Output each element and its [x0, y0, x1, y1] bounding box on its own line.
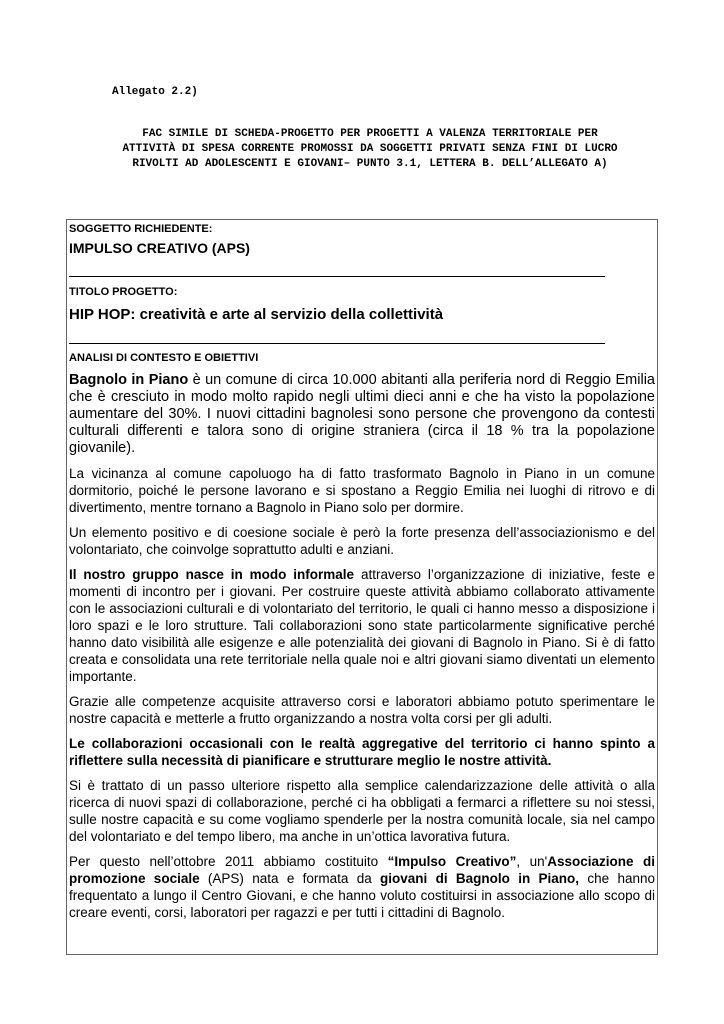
paragraph-text: (APS) nata e formata da	[199, 871, 381, 886]
context-analysis-text	[69, 372, 655, 929]
header-line-2: ATTIVITÀ DI SPESA CORRENTE PROMOSSI DA SOGGETTI PRIVATI SENZA FINI DI LUCRO	[122, 143, 618, 155]
paragraph-1	[69, 372, 655, 457]
annex-label: Allegato 2.2)	[112, 86, 198, 98]
paragraph-text: La vicinanza al comune capoluogo ha di fatto trasformato Bagnolo in Piano in un comune dormitorio, poiché le persone lavorano e si spostano a Reggio Emilia nei luoghi di ritrovo e di divertimento, mentre tornano a Bagnolo in Piano solo per dormire.	[69, 466, 655, 515]
paragraph-text: , un'	[516, 854, 548, 869]
paragraph-3	[69, 524, 655, 558]
paragraph-bold: “Impulso Creativo”	[387, 854, 517, 869]
paragraph-8	[69, 853, 655, 921]
project-title-underline	[69, 343, 605, 344]
applicant-underline	[69, 276, 605, 277]
paragraph-text: Un elemento positivo e di coesione sociale è però la forte presenza dell’associazionismo e del volontariato, che coinvolge soprattutto adulti e anziani.	[69, 525, 655, 557]
paragraph-text: attraverso l’organizzazione di iniziative, feste e momenti di incontro per i giovani. Per costruire queste attività abbiamo collaborato attivamente con le associazioni culturali e di volontariato del territorio, le quali ci hanno messo a disposizione i loro spazi e le loro strutture. Tali collaborazioni sono state particolarmente significative perché hanno dato visibilità alle esigenze e alle potenzialità dei giovani di Bagnolo in Piano. Si è di fatto creata e consolidata una rete territoriale nella quale noi e altri giovani siamo diventati un elemento importante.	[69, 567, 655, 684]
header-line-1: FAC SIMILE DI SCHEDA-PROGETTO PER PROGETTI A VALENZA TERRITORIALE PER	[142, 128, 598, 140]
paragraph-7	[69, 777, 655, 845]
applicant-value: IMPULSO CREATIVO (APS)	[69, 240, 250, 256]
paragraph-bold: Bagnolo in Piano	[69, 372, 189, 388]
project-title-value: HIP HOP: creatività e arte al servizio della collettività	[69, 306, 444, 323]
context-analysis-label: ANALISI DI CONTESTO E OBIETTIVI	[69, 352, 259, 364]
paragraph-bold: Associazione di promozione sociale	[69, 854, 655, 886]
paragraph-4	[69, 566, 655, 685]
paragraph-bold: giovani di Bagnolo in Piano,	[380, 871, 580, 886]
paragraph-bold: Il nostro gruppo nasce in modo informale	[69, 567, 355, 582]
paragraph-text: Per questo nell’ottobre 2011 abbiamo costituito	[69, 854, 388, 869]
paragraph-5	[69, 693, 655, 727]
paragraph-2	[69, 465, 655, 516]
document-header-title	[70, 127, 670, 172]
paragraph-text: Si è trattato di un passo ulteriore rispetto alla semplice calendarizzazione delle attività o alla ricerca di nuovi spazi di collaborazione, perché ci ha obbligati a fermarci a riflettere su noi stessi, sulle nostre capacità e su come vogliamo spenderle per la nostra comunità locale, sia nel campo del volontariato e del tempo libero, ma anche in un’ottica lavorativa futura.	[69, 778, 655, 844]
paragraph-text: Grazie alle competenze acquisite attraverso corsi e laboratori abbiamo potuto sperimentare le nostre capacità e metterle a frutto organizzando a nostra volta corsi per gli adulti.	[69, 694, 655, 726]
project-form-box	[66, 219, 658, 955]
paragraph-text: è un comune di circa 10.000 abitanti alla periferia nord di Reggio Emilia che è cresciuto in modo molto rapido negli ultimi dieci anni e che ha visto la popolazione aumentare del 30%. I nuovi cittadini bagnolesi sono persone che provengono da contesti culturali differenti e talora sono di origine straniera (circa il 18 % tra la popolazione giovanile).	[69, 372, 655, 456]
header-line-3: RIVOLTI AD ADOLESCENTI E GIOVANI– PUNTO 3.1, LETTERA B. DELL’ALLEGATO A)	[132, 158, 608, 170]
paragraph-bold: Le collaborazioni occasionali con le realtà aggregative del territorio ci hanno spinto a riflettere sulla necessità di pianificare e strutturare meglio le nostre attività.	[69, 736, 655, 768]
applicant-label: SOGGETTO RICHIEDENTE:	[69, 223, 213, 235]
project-title-label: TITOLO PROGETTO:	[69, 286, 178, 298]
paragraph-6	[69, 735, 655, 769]
paragraph-text: che hanno frequentato a lungo il Centro Giovani, e che hanno voluto costituirsi in associazione allo scopo di creare eventi, corsi, laboratori per ragazzi e per tutti i cittadini di Bagnolo.	[69, 871, 655, 920]
